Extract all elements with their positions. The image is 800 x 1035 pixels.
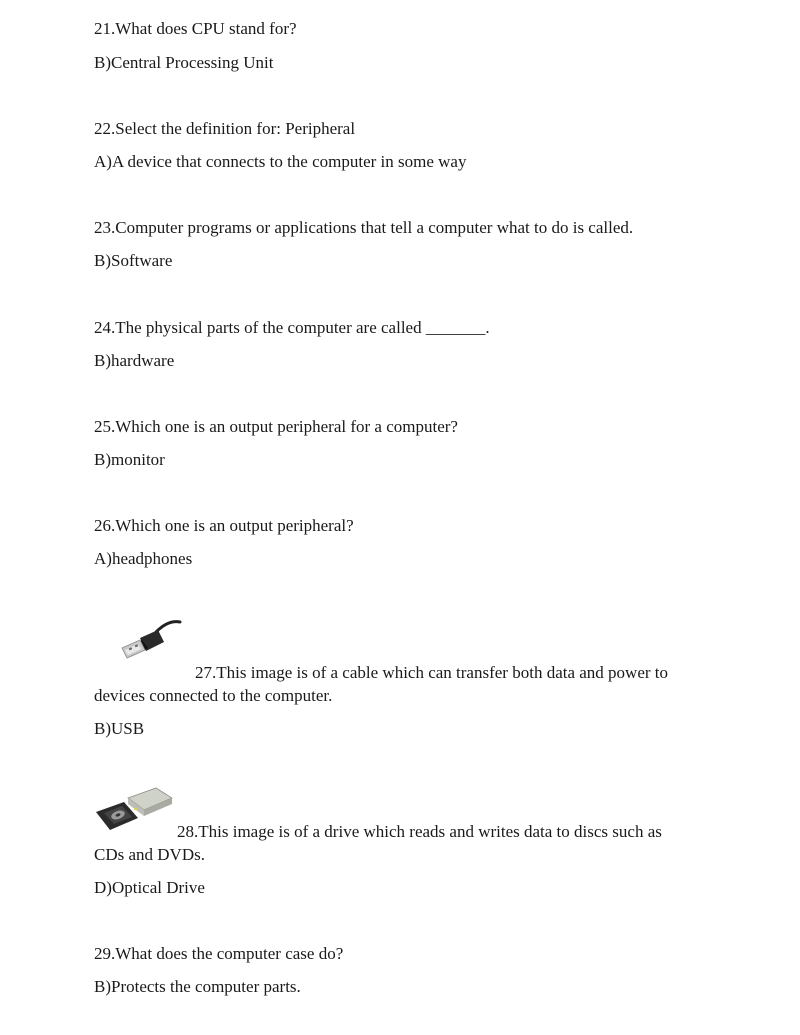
question-27-line-2: devices connected to the computer. <box>94 686 333 705</box>
question-21: 21.What does CPU stand for? <box>94 19 297 38</box>
question-28-line-2: CDs and DVDs. <box>94 845 205 864</box>
answer-28: D)Optical Drive <box>94 878 205 897</box>
answer-25: B)monitor <box>94 450 165 469</box>
answer-29: B)Protects the computer parts. <box>94 977 301 996</box>
answer-26: A)headphones <box>94 549 193 568</box>
question-26: 26.Which one is an output peripheral? <box>94 516 354 535</box>
question-28-line-1: 28.This image is of a drive which reads and writes data to discs such as <box>177 822 662 841</box>
question-23: 23.Computer programs or applications that tell a computer what to do is called. <box>94 218 634 237</box>
answer-24: B)hardware <box>94 351 175 370</box>
answer-21: B)Central Processing Unit <box>94 53 274 72</box>
answer-23: B)Software <box>94 251 173 270</box>
optical-drive-icon <box>94 784 174 836</box>
usb-cable-icon <box>114 618 186 670</box>
answer-27: B)USB <box>94 719 145 738</box>
answer-22: A)A device that connects to the computer in some way <box>94 152 467 171</box>
question-25: 25.Which one is an output peripheral for a computer? <box>94 417 458 436</box>
question-22: 22.Select the definition for: Peripheral <box>94 119 356 138</box>
question-27-line-1: 27.This image is of a cable which can transfer both data and power to <box>195 663 669 682</box>
question-29: 29.What does the computer case do? <box>94 944 344 963</box>
question-24: 24.The physical parts of the computer are called _______. <box>94 318 490 337</box>
